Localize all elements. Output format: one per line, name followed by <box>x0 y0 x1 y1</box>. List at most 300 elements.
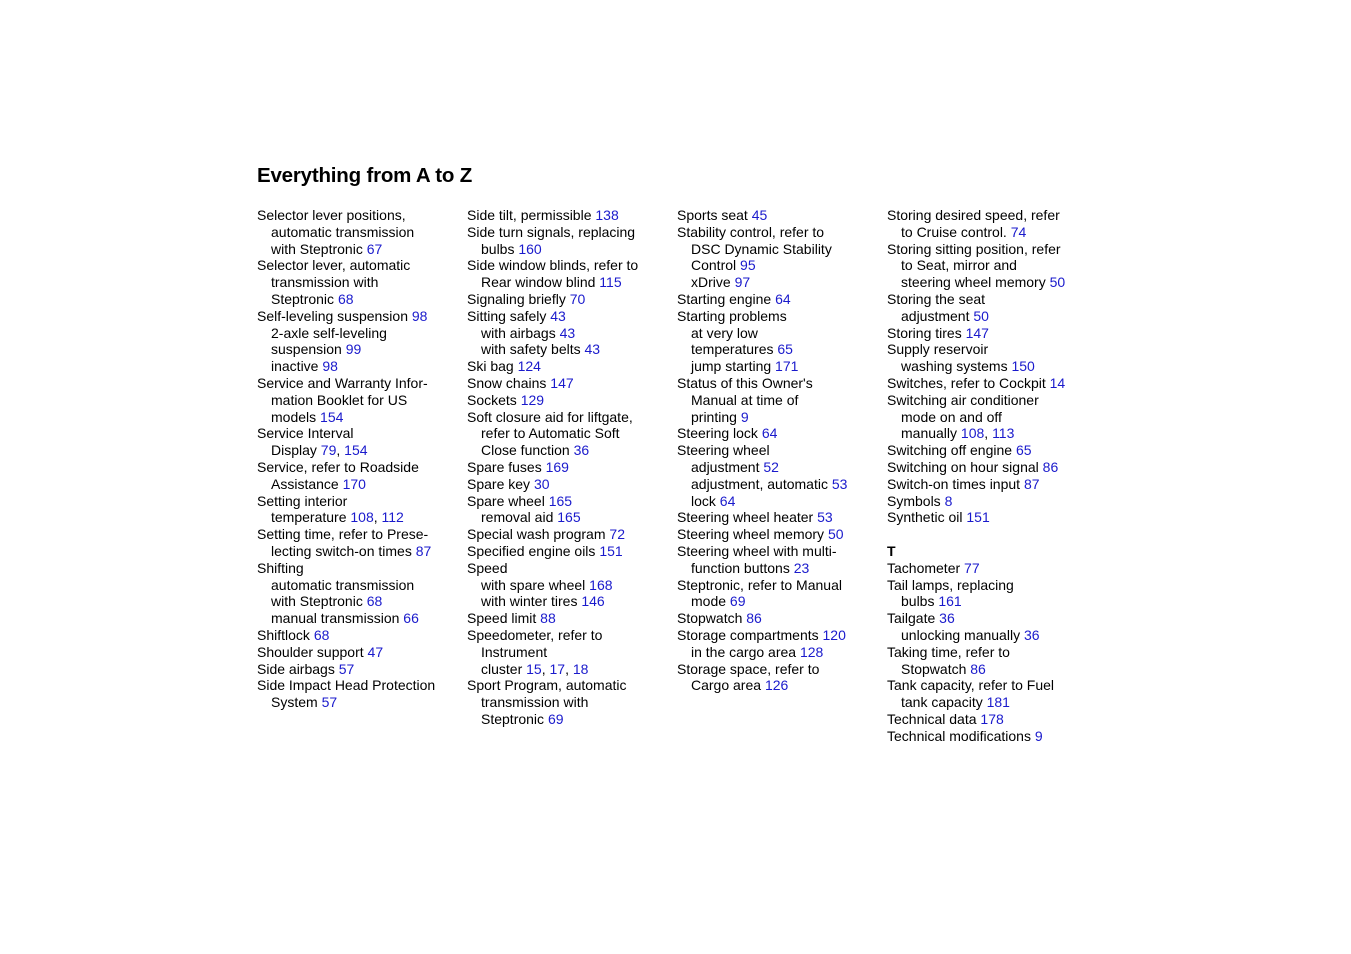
page-number-link[interactable]: 99 <box>345 341 362 358</box>
page-number-link[interactable]: 30 <box>533 475 550 492</box>
index-text: cluster <box>481 660 527 677</box>
index-text: adjustment <box>691 458 764 475</box>
index-entry <box>677 577 882 611</box>
index-subentry-line <box>467 425 672 442</box>
index-text: Shifting <box>257 559 304 576</box>
index-text: Speedometer, refer to <box>467 626 603 643</box>
index-text: Display <box>271 442 321 459</box>
page-number-link[interactable]: 115 <box>599 274 622 291</box>
index-text: to Seat, mirror and <box>901 257 1017 274</box>
index-text: Service and Warranty Infor- <box>257 374 428 391</box>
page-number-link[interactable]: 129 <box>520 391 545 408</box>
page-number-link[interactable]: 169 <box>545 458 569 475</box>
page-number-link[interactable]: 64 <box>775 290 791 307</box>
index-subentry-line <box>467 644 672 661</box>
index-entry <box>467 459 672 476</box>
index-text: Storing sitting position, refer <box>887 240 1061 257</box>
index-text: lecting switch-on times <box>271 542 416 559</box>
index-entry <box>467 610 672 627</box>
page-number-link[interactable]: 86 <box>1042 458 1059 475</box>
page-number-link[interactable]: 154 <box>320 408 344 425</box>
index-subentry-line <box>257 577 462 594</box>
index-text: Spare wheel <box>467 492 549 509</box>
index-entry <box>887 241 1092 291</box>
page-number-link[interactable]: 108 <box>350 509 374 526</box>
index-entry-line <box>257 661 462 678</box>
page-number-link[interactable]: 97 <box>734 274 751 291</box>
index-text: Assistance <box>271 475 343 492</box>
index-entry-line <box>677 610 882 627</box>
page-number-link[interactable]: 124 <box>517 358 541 375</box>
index-subentry-line <box>467 694 672 711</box>
page-number-link[interactable]: 88 <box>540 610 556 627</box>
index-subentry-line <box>467 593 672 610</box>
page-number-link[interactable]: 57 <box>338 660 355 677</box>
page-number-link[interactable]: 165 <box>557 509 581 526</box>
index-text: Self-leveling suspension <box>257 307 412 324</box>
index-text: Taking time, refer to <box>887 643 1010 660</box>
page-number-link[interactable]: 138 <box>595 207 619 223</box>
index-entry-line <box>677 627 882 644</box>
page-number-link[interactable]: 69 <box>729 593 746 610</box>
index-text: Side Impact Head Protection <box>257 677 436 694</box>
index-subentry-line <box>677 677 882 694</box>
index-text: with safety belts <box>481 341 585 358</box>
index-text: models <box>271 408 321 425</box>
index-entry-line <box>257 207 462 224</box>
page-number-link[interactable]: 68 <box>313 626 330 643</box>
page-number-link[interactable]: 146 <box>581 593 605 610</box>
index-text: mode on and off <box>901 408 1002 425</box>
index-entry-line <box>467 493 672 510</box>
index-subentry-line <box>677 459 882 476</box>
page-number-link[interactable]: 36 <box>573 442 590 459</box>
index-subentry-line <box>677 392 882 409</box>
page-number-link[interactable]: 53 <box>831 475 848 492</box>
index-entry <box>677 442 882 509</box>
index-text: Switching air conditioner <box>887 391 1039 408</box>
index-text: Setting interior <box>257 492 348 509</box>
index-subentry-line <box>677 325 882 342</box>
page-number-link[interactable]: 181 <box>986 694 1010 711</box>
index-subentry-line <box>467 325 672 342</box>
page-number-link[interactable]: 150 <box>1011 358 1035 375</box>
index-entry <box>467 207 672 224</box>
index-text: Status of this Owner's <box>677 374 813 391</box>
index-text: , <box>565 660 573 677</box>
page-number-link[interactable]: 8 <box>944 492 953 509</box>
page-number-link[interactable]: 113 <box>992 425 1015 442</box>
index-entry-line <box>887 392 1092 409</box>
index-entry-line <box>467 375 672 392</box>
page-number-link[interactable]: 43 <box>559 324 576 341</box>
page-number-link[interactable]: 178 <box>980 710 1004 727</box>
page-number-link[interactable]: 66 <box>403 610 419 627</box>
page-number-link[interactable]: 68 <box>337 290 354 307</box>
page-number-link[interactable]: 128 <box>799 643 824 660</box>
page-number-link[interactable]: 67 <box>366 240 383 257</box>
index-entry-line <box>257 526 462 543</box>
page-number-link[interactable]: 23 <box>793 559 810 576</box>
index-subentry-line <box>257 509 462 526</box>
index-entry-line <box>467 476 672 493</box>
index-entry-line <box>467 392 672 409</box>
index-entry-line <box>467 459 672 476</box>
index-text: Cargo area <box>691 677 765 694</box>
index-text: Storing tires <box>887 324 966 341</box>
index-entry <box>257 526 462 560</box>
page-number-link[interactable]: 14 <box>1049 374 1066 391</box>
index-entry <box>677 425 882 442</box>
index-text: Side tilt, permissible <box>467 207 596 223</box>
index-subentry-line <box>257 291 462 308</box>
page-number-link[interactable]: 120 <box>822 626 846 643</box>
index-text: adjustment, automatic <box>691 475 832 492</box>
page-number-link[interactable]: 50 <box>973 307 989 324</box>
index-text: Switching on hour signal <box>887 458 1043 475</box>
index-entry-line <box>887 711 1092 728</box>
page-number-link[interactable]: 171 <box>775 358 799 375</box>
index-entry <box>677 509 882 526</box>
index-entry <box>677 207 882 224</box>
page-number-link[interactable]: 79 <box>320 442 337 459</box>
index-subentry-line <box>257 392 462 409</box>
index-entry <box>887 476 1092 493</box>
index-text: bulbs <box>481 240 519 257</box>
index-entry <box>257 257 462 307</box>
index-text: Side turn signals, replacing <box>467 223 636 240</box>
index-subentry-line <box>887 257 1092 274</box>
index-text: Technical modifications <box>887 727 1035 744</box>
index-text: Technical data <box>887 710 981 727</box>
index-text: Service Interval <box>257 425 354 442</box>
page-number-link[interactable]: 45 <box>751 207 768 223</box>
page-number-link[interactable]: 65 <box>777 341 793 358</box>
index-text: Supply reservoir <box>887 341 989 358</box>
index-entry-line <box>677 425 882 442</box>
page-number-link[interactable]: 64 <box>719 492 736 509</box>
index-entry <box>257 308 462 375</box>
index-text: mode <box>691 593 730 610</box>
page-number-link[interactable]: 36 <box>939 610 955 627</box>
index-subentry-line <box>887 425 1092 442</box>
page-number-link[interactable]: 36 <box>1023 626 1040 643</box>
index-entry <box>887 291 1092 325</box>
index-subentry-line <box>677 644 882 661</box>
page-number-link[interactable]: 154 <box>344 442 368 459</box>
index-text: Sport Program, automatic <box>467 677 627 694</box>
index-entry-line <box>257 560 462 577</box>
index-entry <box>887 341 1092 375</box>
index-subentry-line <box>467 241 672 258</box>
index-subentry-line <box>257 593 462 610</box>
index-subentry-line <box>887 661 1092 678</box>
index-entry <box>257 627 462 644</box>
index-entry-line <box>467 610 672 627</box>
index-entry <box>677 543 882 577</box>
index-text: System <box>271 694 322 711</box>
index-subentry-line <box>677 274 882 291</box>
index-entry-line <box>887 493 1092 510</box>
index-text: Steering lock <box>677 425 762 442</box>
page-number-link[interactable]: 77 <box>964 559 980 576</box>
index-entry <box>467 543 672 560</box>
index-entry-line <box>257 425 462 442</box>
index-text: Snow chains <box>467 374 551 391</box>
index-text: temperatures <box>691 341 778 358</box>
index-entry <box>257 644 462 661</box>
index-text: Stability control, refer to <box>677 223 825 240</box>
index-text: Tailgate <box>887 610 940 627</box>
index-entry <box>887 325 1092 342</box>
index-entry <box>677 661 882 695</box>
index-entry <box>677 308 882 375</box>
index-column-1 <box>257 207 462 711</box>
index-column-4 <box>887 207 1092 745</box>
index-subentry-line <box>677 593 882 610</box>
index-entry <box>887 207 1092 241</box>
index-entry <box>467 291 672 308</box>
page-number-link[interactable]: 72 <box>609 526 625 543</box>
index-entry <box>887 677 1092 711</box>
index-entry <box>677 526 882 543</box>
index-text: Close function <box>481 442 574 459</box>
index-text: Ski bag <box>467 358 518 375</box>
index-entry-line <box>467 627 672 644</box>
index-subentry-line <box>257 543 462 560</box>
page-number-link[interactable]: 65 <box>1015 442 1032 459</box>
index-entry <box>467 409 672 459</box>
index-text: with airbags <box>481 324 560 341</box>
page-number-link[interactable]: 9 <box>1034 727 1043 744</box>
index-subentry-line <box>257 694 462 711</box>
index-text: lock <box>691 492 720 509</box>
index-entry-line <box>887 325 1092 342</box>
index-text: , <box>984 425 993 442</box>
index-entry <box>467 677 672 727</box>
index-text: unlocking manually <box>901 626 1024 643</box>
index-entry <box>887 392 1092 442</box>
page-number-link[interactable]: 47 <box>367 643 384 660</box>
index-entry <box>677 224 882 291</box>
page-number-link[interactable]: 168 <box>589 576 613 593</box>
index-entry-line <box>467 409 672 426</box>
page-number-link[interactable]: 18 <box>572 660 589 677</box>
index-subentry-line <box>887 308 1092 325</box>
page-number-link[interactable]: 53 <box>817 509 833 526</box>
index-entry-line <box>467 560 672 577</box>
page-number-link[interactable]: 87 <box>1023 475 1040 492</box>
index-text: Symbols <box>887 492 945 509</box>
index-text: , <box>373 509 382 526</box>
page-number-link[interactable]: 98 <box>322 358 338 375</box>
index-subentry-line <box>887 224 1092 241</box>
index-entry <box>467 392 672 409</box>
index-text: mation Booklet for US <box>271 391 408 408</box>
page-number-link[interactable]: 147 <box>965 324 989 341</box>
page-number-link[interactable]: 9 <box>740 408 749 425</box>
index-entry-line <box>677 577 882 594</box>
index-entry-line <box>467 677 672 694</box>
page-number-link[interactable]: 161 <box>938 593 962 610</box>
page-number-link[interactable]: 95 <box>740 257 756 274</box>
page-number-link[interactable]: 87 <box>415 542 432 559</box>
page-number-link[interactable]: 165 <box>548 492 573 509</box>
index-entry-line <box>257 677 462 694</box>
page-number-link[interactable]: 147 <box>550 374 574 391</box>
page-number-link[interactable]: 43 <box>550 307 566 324</box>
index-entry-line <box>677 543 882 560</box>
page-number-link[interactable]: 17 <box>549 660 566 677</box>
index-text: Tachometer <box>887 559 965 576</box>
index-text: manual transmission <box>271 610 404 627</box>
index-entry-line <box>677 375 882 392</box>
index-text: inactive <box>271 358 323 375</box>
index-subentry-line <box>887 593 1092 610</box>
page-number-link[interactable]: 57 <box>321 694 338 711</box>
index-entry-line <box>257 627 462 644</box>
page-number-link[interactable]: 70 <box>569 290 586 307</box>
index-subentry-line <box>257 224 462 241</box>
index-entry <box>887 711 1092 728</box>
page-number-link[interactable]: 50 <box>827 526 844 543</box>
index-text: Sockets <box>467 391 521 408</box>
index-text: Side window blinds, refer to <box>467 257 639 274</box>
index-column-3 <box>677 207 882 694</box>
index-column-2 <box>467 207 672 728</box>
index-text: automatic transmission <box>271 576 415 593</box>
index-text: Speed <box>467 559 508 576</box>
page-number-link[interactable]: 151 <box>599 542 623 559</box>
index-text: washing systems <box>901 358 1012 375</box>
index-entry <box>257 661 462 678</box>
page-number-link[interactable]: 108 <box>960 425 985 442</box>
page-number-link[interactable]: 74 <box>1010 223 1027 240</box>
index-entry <box>467 526 672 543</box>
index-text: Storing desired speed, refer <box>887 207 1060 223</box>
index-subentry-line <box>887 409 1092 426</box>
page-number-link[interactable]: 69 <box>547 710 564 727</box>
index-text: Special wash program <box>467 526 610 543</box>
index-entry-line <box>887 291 1092 308</box>
index-text: at very low <box>691 324 758 341</box>
index-text: Switches, refer to Cockpit <box>887 374 1050 391</box>
page-number-link[interactable]: 86 <box>970 660 986 677</box>
index-entry-line <box>887 644 1092 661</box>
section-letter: T <box>887 542 896 559</box>
index-entry-line <box>257 375 462 392</box>
index-entry <box>467 493 672 527</box>
index-text: DSC Dynamic Stability <box>691 240 832 257</box>
index-entry <box>677 291 882 308</box>
index-text: with winter tires <box>481 593 582 610</box>
page-number-link[interactable]: 151 <box>966 509 990 526</box>
index-entry-line <box>467 308 672 325</box>
page-number-link[interactable]: 126 <box>764 677 789 694</box>
index-entry-line <box>677 661 882 678</box>
index-entry <box>257 560 462 627</box>
index-text: with Steptronic <box>271 593 367 610</box>
index-subentry-line <box>467 661 672 678</box>
index-entry-line <box>257 493 462 510</box>
index-text: Spare fuses <box>467 458 546 475</box>
page-number-link[interactable]: 112 <box>381 509 404 526</box>
page-number-link[interactable]: 52 <box>763 458 779 475</box>
index-text: printing <box>691 408 741 425</box>
index-entry-line <box>677 308 882 325</box>
index-text: Spare key <box>467 475 534 492</box>
index-text: Selector lever positions, <box>257 207 406 223</box>
index-text: Tail lamps, replacing <box>887 576 1014 593</box>
index-entry <box>257 493 462 527</box>
index-entry-line <box>467 257 672 274</box>
page-number-link[interactable]: 64 <box>761 425 778 442</box>
index-entry <box>887 728 1092 745</box>
index-entry-line <box>677 207 882 224</box>
index-entry-line <box>887 241 1092 258</box>
index-entry <box>887 560 1092 577</box>
index-text: in the cargo area <box>691 643 800 660</box>
index-subentry-line <box>887 627 1092 644</box>
index-text: refer to Automatic Soft <box>481 425 620 442</box>
index-subentry-line <box>257 325 462 342</box>
index-text: Manual at time of <box>691 391 799 408</box>
index-text: Steering wheel heater <box>677 509 818 526</box>
page-number-link[interactable]: 50 <box>1049 274 1066 291</box>
page-number-link[interactable]: 86 <box>746 610 762 627</box>
index-subentry-line <box>677 476 882 493</box>
index-text: adjustment <box>901 307 974 324</box>
index-text: automatic transmission <box>271 223 415 240</box>
index-entry <box>467 560 672 610</box>
index-text: Steering wheel memory <box>677 526 828 543</box>
index-text: Steering wheel <box>677 442 770 459</box>
page-number-link[interactable]: 160 <box>518 240 542 257</box>
index-subentry-line <box>257 274 462 291</box>
index-subentry-line <box>467 577 672 594</box>
index-entry <box>467 257 672 291</box>
index-entry-line <box>887 375 1092 392</box>
index-entry-line <box>887 476 1092 493</box>
page-number-link[interactable]: 43 <box>584 341 601 358</box>
index-entry-line <box>257 257 462 274</box>
index-entry <box>677 610 882 627</box>
index-text: transmission with <box>481 694 589 711</box>
index-text: Starting problems <box>677 307 787 324</box>
index-subentry-line <box>257 442 462 459</box>
index-entry <box>257 207 462 257</box>
index-subentry-line <box>467 274 672 291</box>
page-number-link[interactable]: 98 <box>411 307 428 324</box>
page-number-link[interactable]: 15 <box>526 660 542 677</box>
index-subentry-line <box>257 409 462 426</box>
index-text: Control <box>691 257 741 274</box>
index-entry-line <box>257 459 462 476</box>
index-text: Side airbags <box>257 660 339 677</box>
index-entry <box>677 627 882 661</box>
index-entry <box>887 375 1092 392</box>
index-entry-line <box>467 224 672 241</box>
index-text: Steering wheel with multi- <box>677 542 837 559</box>
index-subentry-line <box>467 509 672 526</box>
page-number-link[interactable]: 68 <box>366 593 383 610</box>
index-text: Switch-on times input <box>887 475 1024 492</box>
index-text: , <box>541 660 550 677</box>
index-subentry-line <box>257 241 462 258</box>
index-text: to Cruise control. <box>901 223 1011 240</box>
page-number-link[interactable]: 170 <box>342 475 366 492</box>
index-text: , <box>336 442 345 459</box>
